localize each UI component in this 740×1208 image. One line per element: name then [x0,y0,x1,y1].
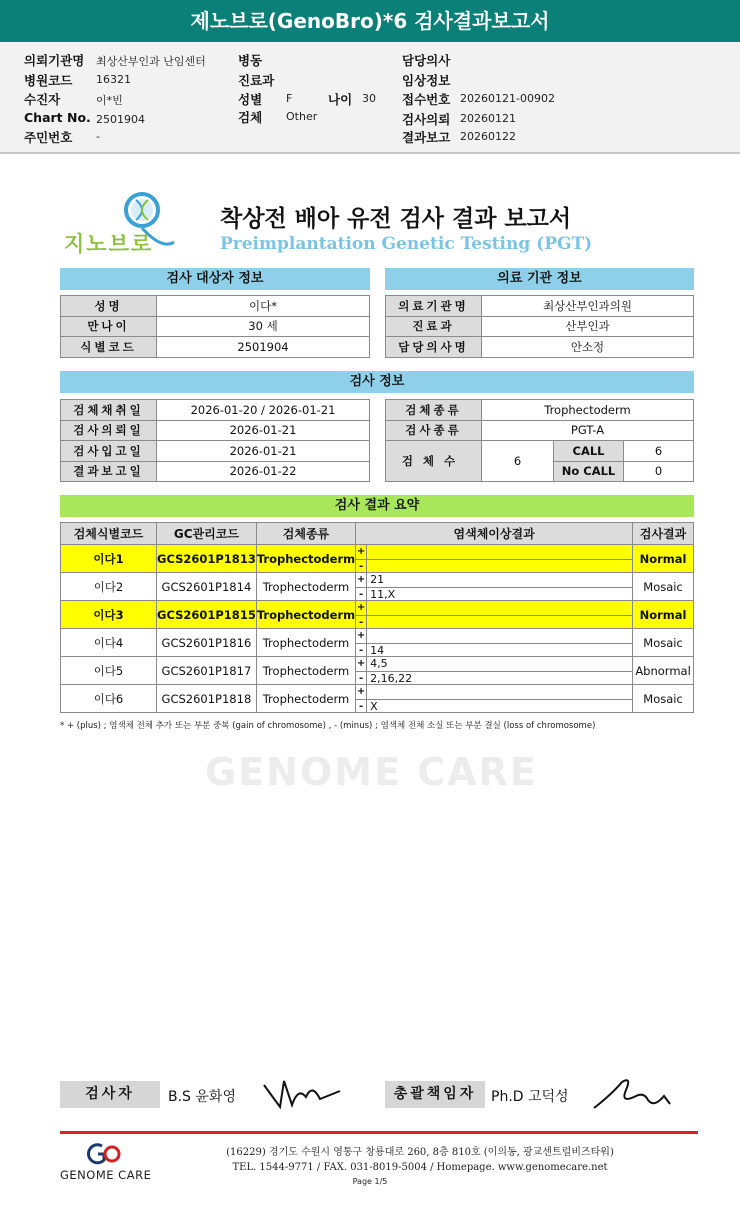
request-value: 20260121 [460,112,516,125]
minus-sign: - [356,672,367,685]
footer-address-block [200,1145,640,1175]
test-type-label: 검사종류 [386,420,482,441]
gain-line [356,685,632,699]
resident-no-label: 주민번호 [24,130,73,145]
summary-header: 검사 결과 요약 [60,495,694,517]
tester-label: 검사자 [60,1081,160,1108]
call-label: CALL [554,441,624,462]
receipt-value: 20260121-00902 [460,92,555,105]
column-header: 검사결과 [633,523,694,545]
specimen-type-label: 검체종류 [386,400,482,421]
gc-code: GCS2601P1815 [157,601,257,629]
loss-line [356,559,632,573]
loss-value: 14 [370,643,385,657]
specimen-label: 검체 [238,110,263,125]
summary-table [60,522,694,713]
gc-code: GCS2601P1816 [157,629,257,657]
report-title-en: Preimplantation Genetic Testing (PGT) [220,234,593,254]
minus-sign: - [356,616,367,629]
plus-sign: + [356,574,366,585]
examinee-label: 수진자 [24,92,61,107]
subject-value: 30 세 [157,316,370,337]
karyotype-result [356,629,633,657]
watermark: GENOME CARE [205,750,538,794]
table-row [61,685,694,713]
loss-line [356,587,632,601]
footer-contact: TEL. 1544-9771 / FAX. 031-8019-5004 / Homepage. www.genomecare.net [232,1162,608,1173]
subject-value: 2501904 [157,337,370,358]
sample-id: 이다4 [61,629,157,657]
minus-sign: - [356,700,367,713]
subject-label: 만나이 [61,316,157,337]
report-title-kr: 착상전 배아 유전 검사 결과 보고서 [220,206,572,232]
age-value: 30 [362,92,376,105]
test-date-label: 검사의뢰일 [61,420,157,441]
clinic-info-header: 의료 기관 정보 [385,268,694,290]
age-label: 나이 [328,92,353,107]
footer-address: (16229) 경기도 수원시 영통구 창룡대로 260, 8층 810호 (이의동, 광교센트럴비즈타워) [226,1147,614,1158]
table-row [386,441,694,462]
gain-line [356,573,632,587]
table-row [61,629,694,657]
test-info-header: 검사 정보 [60,371,694,393]
plus-sign: + [356,658,366,669]
specimen-value: Other [286,110,318,123]
loss-value: X [370,699,378,713]
loss-value: 11,X [370,587,396,601]
table-row [386,420,694,441]
gain-value [367,601,632,615]
column-header: GC관리코드 [157,523,257,545]
hospital-code-label: 병원코드 [24,73,73,88]
footer-divider [60,1131,698,1134]
gain-value [367,629,632,643]
table-row [386,400,694,421]
specimen-info-table [385,399,694,482]
chart-no-value: 2501904 [96,113,145,126]
table-row [386,337,694,358]
subject-label: 식별코드 [61,337,157,358]
sex-value: F [286,92,293,105]
table-row [61,601,694,629]
sample-id: 이다3 [61,601,157,629]
request-label: 검사의뢰 [402,112,451,127]
director-label: 총괄책임자 [385,1081,485,1108]
specimen-type: Trophectoderm [256,545,355,573]
subject-info-header: 검사 대상자 정보 [60,268,370,290]
subject-label: 성명 [61,296,157,317]
table-row [61,420,370,441]
test-date-label: 검사입고일 [61,441,157,462]
sample-id: 이다2 [61,573,157,601]
specimen-type: Trophectoderm [256,657,355,685]
table-row [61,316,370,337]
test-date-value: 2026-01-21 [157,420,370,441]
table-header-row [61,523,694,545]
table-row [61,657,694,685]
clinical-label: 임상정보 [402,73,451,88]
clinic-value: 최상산부인과의원 [482,296,694,317]
ward-label: 병동 [238,53,263,68]
genobro-logo [62,190,178,256]
test-date-value: 2026-01-21 [157,441,370,462]
minus-sign: - [356,588,367,601]
karyotype-result [356,657,633,685]
test-result: Normal [633,601,694,629]
test-result: Abnormal [633,657,694,685]
table-row [61,545,694,573]
loss-line [356,643,632,657]
test-result: Normal [633,545,694,573]
karyotype-result [356,601,633,629]
resident-no-value: - [96,130,100,143]
gc-code: GCS2601P1818 [157,685,257,713]
examinee-value: 이*빈 [96,94,123,107]
test-dates-table [60,399,370,482]
footnote: * + (plus) ; 염색체 전체 추가 또는 부분 중복 (gain of chromosome) , - (minus) ; 염색체 전체 소실 또는 부분 결실 (loss of chromosome) [60,721,596,731]
gc-code: GCS2601P1817 [157,657,257,685]
minus-sign: - [356,560,367,573]
specimen-type: Trophectoderm [256,573,355,601]
gain-line [356,657,632,671]
table-row [61,296,370,317]
tester-name: B.S 윤화영 [168,1089,236,1105]
test-result: Mosaic [633,685,694,713]
table-row [61,573,694,601]
report-page [0,160,740,1208]
plus-sign: + [356,686,366,697]
gain-line [356,601,632,615]
sex-label: 성별 [238,92,263,107]
subject-info-table [60,295,370,358]
gain-value [367,685,632,699]
table-row [386,316,694,337]
receipt-label: 접수번호 [402,92,451,107]
loss-value [367,616,632,629]
genome-care-logo-icon [84,1142,124,1166]
chart-no-label: Chart No. [24,110,91,125]
column-header: 검체종류 [256,523,355,545]
plus-sign: + [356,630,366,641]
minus-sign: - [356,644,367,657]
logo-text: 지노브로 [64,232,154,256]
clinic-label: 진료과 [386,316,482,337]
table-row [61,400,370,421]
director-signature-icon [592,1074,674,1114]
karyotype-result [356,545,633,573]
loss-line [356,615,632,629]
specimen-count-label: 검체수 [386,441,482,482]
report-date-label: 결과보고 [402,130,451,145]
test-date-value: 2026-01-20 / 2026-01-21 [157,400,370,421]
test-result: Mosaic [633,629,694,657]
test-type-value: PGT-A [482,420,694,441]
clinic-value: 산부인과 [482,316,694,337]
clinic-label: 의료기관명 [386,296,482,317]
nocall-label: No CALL [554,461,624,482]
institution-label: 의뢰기관명 [24,53,85,68]
page-number: Page 1/5 [352,1177,388,1186]
gain-value [367,545,632,559]
karyotype-result [356,685,633,713]
gain-value: 21 [370,573,385,586]
report-title-bar: 제노브로(GenoBro)*6 검사결과보고서 [0,0,740,42]
footer-logo-text: GENOME CARE [60,1168,152,1182]
institution-value: 최상산부인과 난임센터 [96,55,206,68]
plus-sign: + [356,546,366,557]
gain-line [356,629,632,643]
clinic-info-table [385,295,694,358]
gc-code: GCS2601P1813 [157,545,257,573]
clinic-label: 담당의사명 [386,337,482,358]
plus-sign: + [356,602,366,613]
table-row [386,296,694,317]
loss-value [367,560,632,573]
specimen-type: Trophectoderm [256,629,355,657]
gc-code: GCS2601P1814 [157,573,257,601]
subject-value: 이다* [157,296,370,317]
test-date-label: 검체채취일 [61,400,157,421]
doctor-label: 담당의사 [402,53,451,68]
clinic-value: 안소정 [482,337,694,358]
tester-signature-icon [262,1075,344,1113]
report-date-value: 20260122 [460,130,516,143]
specimen-type-value: Trophectoderm [482,400,694,421]
table-row [61,337,370,358]
loss-line [356,699,632,713]
loss-value: 2,16,22 [370,671,413,685]
patient-info-panel [0,42,740,154]
loss-line [356,671,632,685]
gain-line [356,545,632,559]
sample-id: 이다1 [61,545,157,573]
call-value: 6 [624,441,694,462]
nocall-value: 0 [624,461,694,482]
specimen-count-value: 6 [482,441,554,482]
dept-label: 진료과 [238,73,275,88]
specimen-type: Trophectoderm [256,685,355,713]
table-row [61,441,370,462]
sample-id: 이다5 [61,657,157,685]
karyotype-result [356,573,633,601]
hospital-code-value: 16321 [96,73,131,86]
test-date-label: 결과보고일 [61,461,157,482]
column-header: 염색체이상결과 [356,523,633,545]
sample-id: 이다6 [61,685,157,713]
director-name: Ph.D 고덕성 [491,1089,569,1105]
test-result: Mosaic [633,573,694,601]
test-date-value: 2026-01-22 [157,461,370,482]
column-header: 검체식별코드 [61,523,157,545]
specimen-type: Trophectoderm [256,601,355,629]
gain-value: 4,5 [370,657,388,670]
table-row [61,461,370,482]
